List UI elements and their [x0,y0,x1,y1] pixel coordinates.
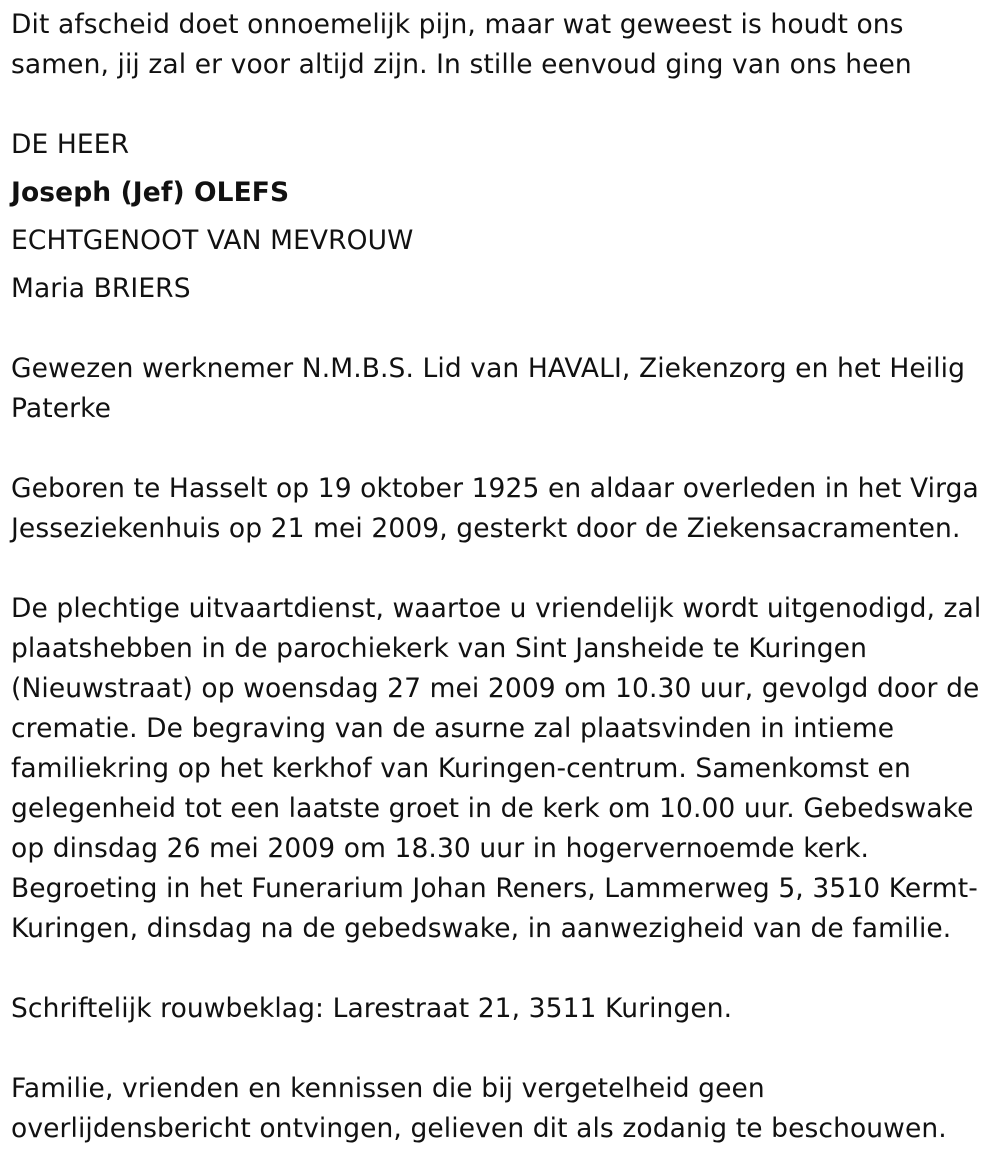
closing-line-2: overlijdensbericht ontvingen, gelieven dit als zodanig te beschouwen. [11,1113,947,1144]
relation-line: ECHTGENOOT VAN MEVROUW [11,225,414,256]
funeral-line-9: Kuringen, dinsdag na de gebedswake, in aanwezigheid van de familie. [11,913,952,944]
funeral-line-7: op dinsdag 26 mei 2009 om 18.30 uur in hogervernoemde kerk. [11,833,870,864]
birth-death-line-2: Jesseziekenhuis op 21 mei 2009, gesterkt door de Ziekensacramenten. [11,513,961,544]
intro-line-2: samen, jij zal er voor altijd zijn. In stille eenvoud ging van ons heen [11,49,912,80]
funeral-line-3: (Nieuwstraat) op woensdag 27 mei 2009 om 10.30 uur, gevolgd door de [11,673,980,704]
funeral-line-5: familiekring op het kerkhof van Kuringen-centrum. Samenkomst en [11,753,911,784]
funeral-line-8: Begroeting in het Funerarium Johan Reners, Lammerweg 5, 3510 Kermt- [11,873,978,904]
condolences-address: Schriftelijk rouwbeklag: Larestraat 21, 3511 Kuringen. [11,993,733,1024]
closing-line-1: Familie, vrienden en kennissen die bij vergetelheid geen [11,1073,765,1104]
honorific-title: DE HEER [11,129,130,160]
funeral-line-6: gelegenheid tot een laatste groet in de kerk om 10.00 uur. Gebedswake [11,793,974,824]
funeral-line-2: plaatshebben in de parochiekerk van Sint Jansheide te Kuringen [11,633,867,664]
occupation-line-1: Gewezen werknemer N.M.B.S. Lid van HAVALI, Ziekenzorg en het Heilig [11,353,966,384]
deceased-name: Joseph (Jef) OLEFS [11,177,290,208]
birth-death-line-1: Geboren te Hasselt op 19 oktober 1925 en aldaar overleden in het Virga [11,473,979,504]
spouse-name: Maria BRIERS [11,273,191,304]
funeral-line-1: De plechtige uitvaartdienst, waartoe u vriendelijk wordt uitgenodigd, zal [11,593,982,624]
occupation-line-2: Paterke [11,393,112,424]
intro-line-1: Dit afscheid doet onnoemelijk pijn, maar wat geweest is houdt ons [11,9,904,40]
funeral-line-4: crematie. De begraving van de asurne zal plaatsvinden in intieme [11,713,895,744]
